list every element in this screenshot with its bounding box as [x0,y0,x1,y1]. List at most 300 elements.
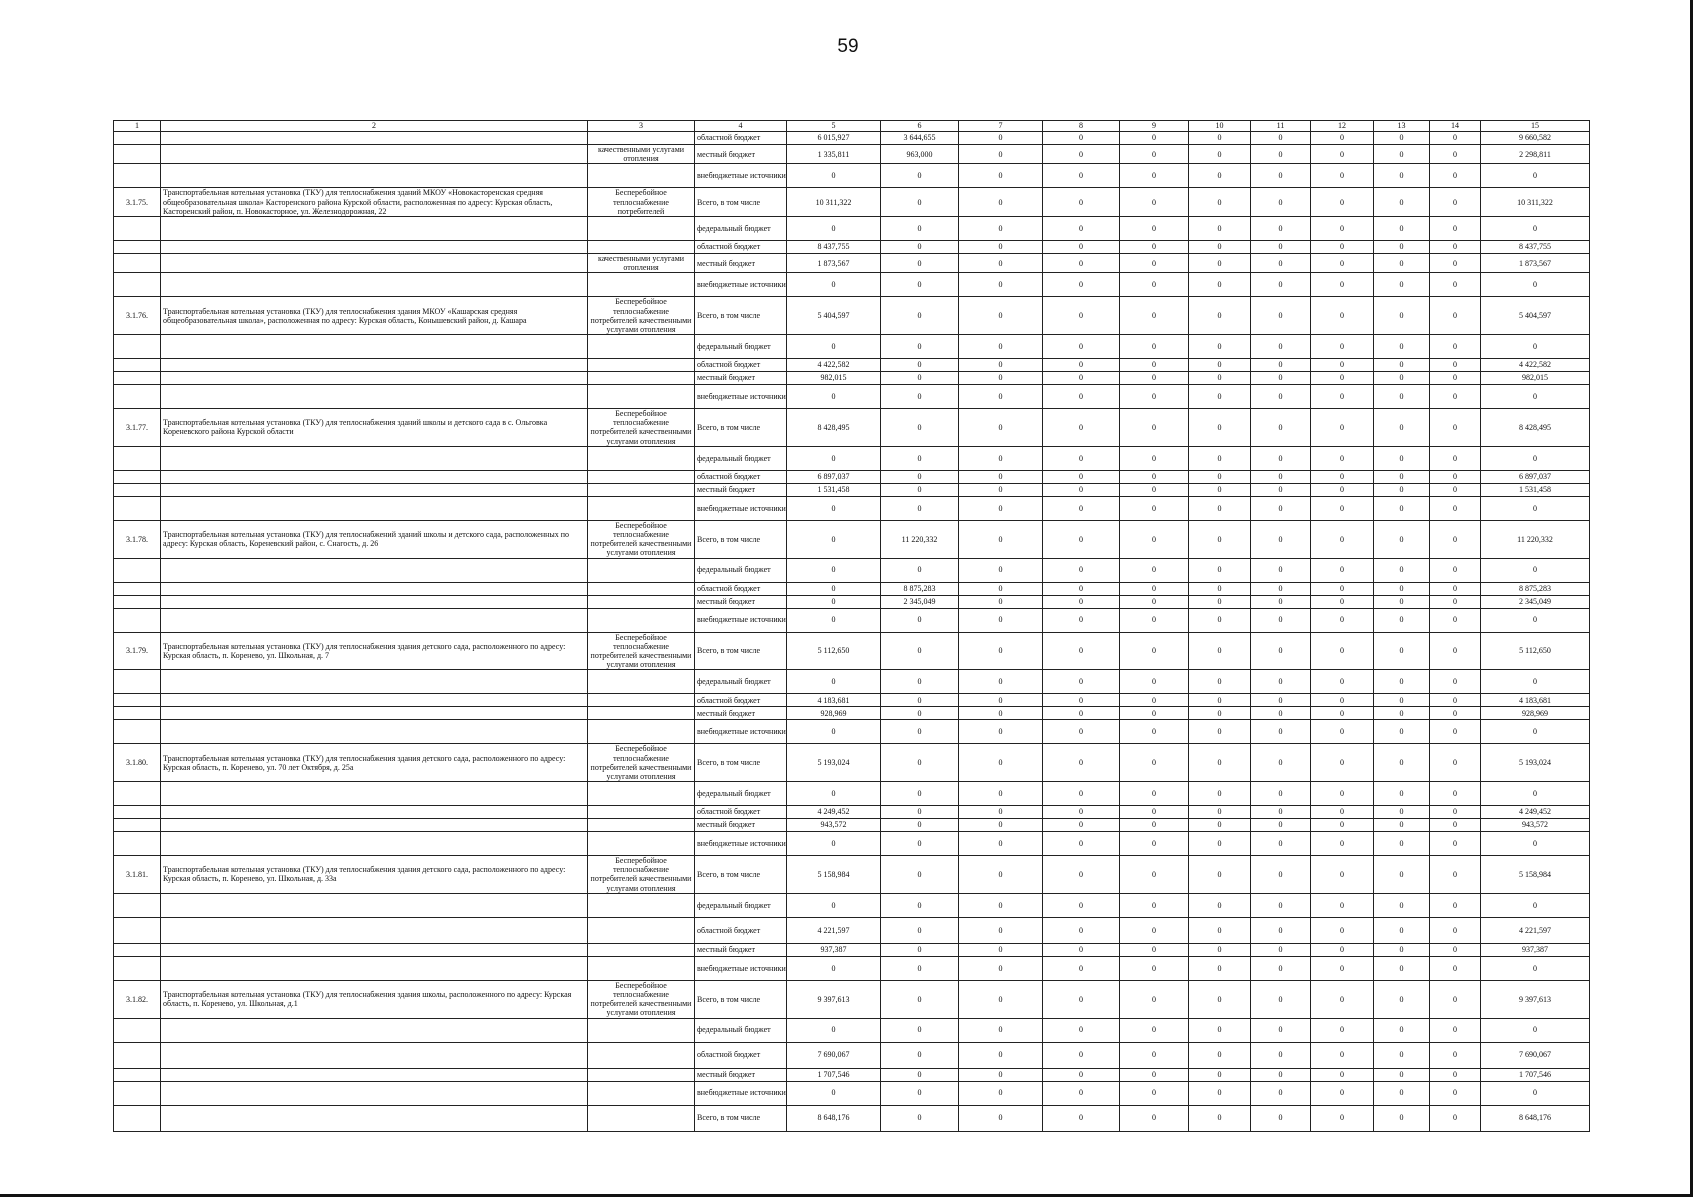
amount-cell: 0 [1189,608,1251,632]
amount-cell: 0 [1189,216,1251,240]
amount-cell: 0 [1251,385,1311,409]
amount-cell: 0 [1374,359,1430,372]
amount-cell: 0 [1120,1068,1189,1081]
item-number-cell: 3.1.78. [114,520,161,558]
amount-cell: 0 [1043,483,1120,496]
amount-cell: 1 335,811 [787,145,881,164]
amount-cell: 0 [1120,694,1189,707]
funding-source-cell: Всего, в том числе [695,188,787,217]
amount-cell: 0 [1374,1105,1430,1131]
amount-cell: 0 [959,385,1043,409]
project-description-cell [161,1068,588,1081]
amount-cell: 0 [1043,145,1120,164]
project-goal-cell: Бесперебойное теплоснабжение потребителей качественными услугами отопления [588,980,695,1018]
table-body [114,121,1590,1132]
amount-cell: 0 [881,1018,959,1042]
item-number-cell [114,145,161,164]
amount-cell: 0 [1481,670,1590,694]
project-description-cell [161,595,588,608]
amount-cell: 0 [1430,1105,1481,1131]
amount-cell: 0 [1481,956,1590,980]
amount-cell: 0 [1311,893,1374,917]
amount-cell: 0 [1311,806,1374,819]
amount-cell: 0 [1251,893,1311,917]
funding-source-cell: федеральный бюджет [695,446,787,470]
amount-cell: 0 [1311,595,1374,608]
amount-cell: 982,015 [1481,372,1590,385]
amount-cell: 0 [1189,164,1251,188]
amount-cell: 0 [881,720,959,744]
item-number-cell [114,707,161,720]
amount-cell: 0 [1374,893,1430,917]
amount-cell: 0 [1043,707,1120,720]
amount-cell: 4 183,681 [1481,694,1590,707]
funding-source-cell: внебюджетные источники [695,832,787,856]
amount-cell: 0 [1043,720,1120,744]
table-row [114,496,1590,520]
item-number-cell [114,372,161,385]
project-goal-cell: Бесперебойное теплоснабжение потребителей качественными услугами отопления [588,856,695,894]
amount-cell: 0 [1043,335,1120,359]
amount-cell: 0 [1043,1081,1120,1105]
item-number-cell [114,720,161,744]
amount-cell: 0 [1043,520,1120,558]
amount-cell: 0 [1430,694,1481,707]
amount-cell: 0 [787,558,881,582]
amount-cell: 0 [1251,819,1311,832]
amount-cell: 0 [881,1042,959,1068]
amount-cell: 0 [1189,744,1251,782]
amount-cell: 1 873,567 [787,253,881,272]
amount-cell: 0 [1311,216,1374,240]
amount-cell: 0 [1481,385,1590,409]
amount-cell: 0 [1120,359,1189,372]
amount-cell: 0 [1251,856,1311,894]
amount-cell: 0 [1043,359,1120,372]
amount-cell: 0 [1120,145,1189,164]
amount-cell: 0 [1430,893,1481,917]
amount-cell: 0 [1251,720,1311,744]
amount-cell: 0 [959,132,1043,145]
amount-cell: 0 [1120,595,1189,608]
item-number-cell [114,893,161,917]
amount-cell: 0 [1430,273,1481,297]
project-goal-cell [588,496,695,520]
amount-cell: 0 [1189,806,1251,819]
amount-cell: 0 [1374,483,1430,496]
column-header: 14 [1430,121,1481,132]
project-goal-cell [588,558,695,582]
amount-cell: 0 [1120,670,1189,694]
amount-cell: 0 [1430,782,1481,806]
item-number-cell [114,582,161,595]
amount-cell: 982,015 [787,372,881,385]
amount-cell: 0 [1189,273,1251,297]
amount-cell: 0 [881,372,959,385]
amount-cell: 0 [1481,446,1590,470]
amount-cell: 0 [959,496,1043,520]
amount-cell: 0 [1189,595,1251,608]
column-header: 11 [1251,121,1311,132]
funding-source-cell: Всего, в том числе [695,1105,787,1131]
amount-cell: 0 [881,216,959,240]
amount-cell: 0 [1311,446,1374,470]
item-number-cell [114,1081,161,1105]
amount-cell: 0 [1120,372,1189,385]
funding-source-cell: областной бюджет [695,240,787,253]
amount-cell: 0 [1430,483,1481,496]
project-description-cell [161,132,588,145]
amount-cell: 0 [1120,832,1189,856]
funding-source-cell: местный бюджет [695,943,787,956]
amount-cell: 0 [959,956,1043,980]
amount-cell: 0 [1311,409,1374,447]
amount-cell: 0 [1189,145,1251,164]
amount-cell: 0 [959,273,1043,297]
amount-cell: 5 193,024 [1481,744,1590,782]
amount-cell: 0 [1120,409,1189,447]
table-row [114,856,1590,894]
amount-cell: 0 [1251,164,1311,188]
funding-source-cell: федеральный бюджет [695,558,787,582]
item-number-cell [114,806,161,819]
amount-cell: 0 [787,335,881,359]
project-goal-cell [588,806,695,819]
table-row [114,520,1590,558]
amount-cell: 0 [1311,1018,1374,1042]
funding-source-cell: внебюджетные источники [695,956,787,980]
amount-cell: 0 [959,608,1043,632]
amount-cell: 0 [787,273,881,297]
amount-cell: 0 [1120,335,1189,359]
table-row [114,956,1590,980]
amount-cell: 0 [1120,273,1189,297]
amount-cell: 0 [1189,1042,1251,1068]
amount-cell: 10 311,322 [787,188,881,217]
amount-cell: 0 [1311,856,1374,894]
amount-cell: 0 [1120,1105,1189,1131]
project-goal-cell [588,164,695,188]
project-goal-cell [588,483,695,496]
item-number-cell [114,608,161,632]
amount-cell: 0 [1120,943,1189,956]
project-description-cell: Транспортабельная котельная установка (ТКУ) для теплоснабжения здания МКОУ «Кашарская средняя общеобразовательная школа», расположенная по адресу: Курская область, Конышевский район, д. Кашара [161,297,588,335]
item-number-cell [114,470,161,483]
amount-cell: 0 [1043,409,1120,447]
amount-cell: 0 [787,782,881,806]
amount-cell: 0 [1043,496,1120,520]
amount-cell: 0 [1481,1081,1590,1105]
amount-cell: 0 [959,359,1043,372]
amount-cell: 0 [1189,359,1251,372]
funding-source-cell: внебюджетные источники [695,1081,787,1105]
item-number-cell [114,956,161,980]
amount-cell: 0 [959,216,1043,240]
amount-cell: 0 [1481,273,1590,297]
amount-cell: 0 [1311,832,1374,856]
amount-cell: 0 [1189,832,1251,856]
amount-cell: 0 [1481,558,1590,582]
amount-cell: 0 [1043,917,1120,943]
amount-cell: 4 221,597 [1481,917,1590,943]
amount-cell: 8 428,495 [787,409,881,447]
item-number-cell [114,483,161,496]
column-header: 10 [1189,121,1251,132]
funding-source-cell: внебюджетные источники [695,385,787,409]
funding-source-cell: федеральный бюджет [695,670,787,694]
amount-cell: 0 [1043,632,1120,670]
item-number-cell [114,253,161,272]
amount-cell: 0 [1481,164,1590,188]
amount-cell: 0 [1251,707,1311,720]
amount-cell: 0 [959,297,1043,335]
amount-cell: 0 [1043,670,1120,694]
project-description-cell: Транспортабельная котельная установка (ТКУ) для теплоснабжения здания детского сада, расположенного по адресу: Курская область, п. Коренево, ул. Школьная, д. 7 [161,632,588,670]
amount-cell: 1 873,567 [1481,253,1590,272]
project-goal-cell: качественными услугами отопления [588,253,695,272]
amount-cell: 0 [1251,1105,1311,1131]
table-row [114,409,1590,447]
amount-cell: 0 [787,582,881,595]
item-number-cell [114,1105,161,1131]
funding-source-cell: внебюджетные источники [695,273,787,297]
column-header: 5 [787,121,881,132]
amount-cell: 0 [881,409,959,447]
amount-cell: 0 [1189,132,1251,145]
table-row [114,893,1590,917]
project-goal-cell [588,335,695,359]
amount-cell: 0 [1374,806,1430,819]
item-number-cell [114,782,161,806]
amount-cell: 0 [1251,335,1311,359]
project-goal-cell [588,372,695,385]
amount-cell: 5 193,024 [787,744,881,782]
table-row [114,707,1590,720]
funding-source-cell: областной бюджет [695,806,787,819]
amount-cell: 937,387 [1481,943,1590,956]
project-description-cell [161,694,588,707]
amount-cell: 0 [1120,297,1189,335]
amount-cell: 5 404,597 [787,297,881,335]
funding-source-cell: Всего, в том числе [695,520,787,558]
table-row [114,359,1590,372]
table-row [114,558,1590,582]
amount-cell: 0 [1481,893,1590,917]
amount-cell: 0 [1311,1068,1374,1081]
amount-cell: 0 [881,956,959,980]
item-number-cell [114,446,161,470]
amount-cell: 0 [1120,782,1189,806]
amount-cell: 0 [1189,1068,1251,1081]
item-number-cell [114,132,161,145]
amount-cell: 1 707,546 [1481,1068,1590,1081]
project-goal-cell [588,782,695,806]
amount-cell: 0 [881,496,959,520]
amount-cell: 0 [1430,595,1481,608]
amount-cell: 0 [1430,132,1481,145]
amount-cell: 0 [1430,1081,1481,1105]
amount-cell: 8 875,283 [1481,582,1590,595]
amount-cell: 0 [1374,632,1430,670]
column-header: 8 [1043,121,1120,132]
amount-cell: 0 [1430,856,1481,894]
project-description-cell [161,1042,588,1068]
amount-cell: 0 [1189,582,1251,595]
amount-cell: 0 [1120,385,1189,409]
table-row [114,1018,1590,1042]
amount-cell: 0 [1430,164,1481,188]
project-goal-cell [588,240,695,253]
amount-cell: 0 [787,496,881,520]
amount-cell: 0 [1189,470,1251,483]
amount-cell: 0 [1374,670,1430,694]
amount-cell: 0 [1043,273,1120,297]
amount-cell: 0 [1374,496,1430,520]
amount-cell: 0 [1120,707,1189,720]
amount-cell: 0 [1311,744,1374,782]
funding-source-cell: областной бюджет [695,582,787,595]
amount-cell: 0 [1251,806,1311,819]
amount-cell: 0 [787,1018,881,1042]
amount-cell: 0 [1374,832,1430,856]
amount-cell: 0 [881,782,959,806]
amount-cell: 0 [1481,216,1590,240]
amount-cell: 0 [1043,893,1120,917]
budget-table [113,120,1590,1132]
amount-cell: 0 [1311,720,1374,744]
project-goal-cell [588,1042,695,1068]
amount-cell: 0 [1311,782,1374,806]
amount-cell: 0 [1374,694,1430,707]
amount-cell: 0 [881,385,959,409]
amount-cell: 0 [881,819,959,832]
amount-cell: 0 [881,1081,959,1105]
amount-cell: 6 897,037 [1481,470,1590,483]
project-goal-cell: Бесперебойное теплоснабжение потребителей качественными услугами отопления [588,520,695,558]
amount-cell: 0 [881,470,959,483]
funding-source-cell: областной бюджет [695,694,787,707]
table-row [114,806,1590,819]
amount-cell: 0 [1311,943,1374,956]
project-goal-cell [588,670,695,694]
amount-cell: 0 [881,632,959,670]
amount-cell: 0 [787,1081,881,1105]
amount-cell: 0 [1251,744,1311,782]
amount-cell: 0 [1374,1018,1430,1042]
table-row [114,832,1590,856]
project-description-cell [161,216,588,240]
amount-cell: 0 [1374,132,1430,145]
item-number-cell [114,240,161,253]
amount-cell: 0 [1311,608,1374,632]
amount-cell: 0 [1043,385,1120,409]
project-description-cell [161,483,588,496]
amount-cell: 0 [1374,335,1430,359]
project-goal-cell [588,446,695,470]
project-description-cell [161,1018,588,1042]
project-description-cell [161,917,588,943]
amount-cell: 0 [1251,132,1311,145]
amount-cell: 0 [1430,819,1481,832]
funding-source-cell: местный бюджет [695,253,787,272]
amount-cell: 0 [959,806,1043,819]
item-number-cell: 3.1.80. [114,744,161,782]
amount-cell: 0 [881,670,959,694]
table-row [114,132,1590,145]
project-description-cell: Транспортабельная котельная установка (ТКУ) для теплоснабжений зданий школы и детского сада, расположенных по адресу: Курская область, Кореневский район, с. Снагость, д. 26 [161,520,588,558]
amount-cell: 0 [1311,253,1374,272]
funding-source-cell: внебюджетные источники [695,164,787,188]
amount-cell: 0 [1374,1068,1430,1081]
amount-cell: 0 [1311,632,1374,670]
project-goal-cell [588,132,695,145]
amount-cell: 0 [1374,582,1430,595]
amount-cell: 0 [1189,980,1251,1018]
project-description-cell [161,470,588,483]
amount-cell: 0 [1430,707,1481,720]
funding-source-cell: Всего, в том числе [695,409,787,447]
amount-cell: 4 422,582 [787,359,881,372]
item-number-cell: 3.1.82. [114,980,161,1018]
funding-source-cell: Всего, в том числе [695,980,787,1018]
table-row [114,335,1590,359]
project-goal-cell [588,720,695,744]
amount-cell: 0 [1189,409,1251,447]
amount-cell: 0 [1251,359,1311,372]
funding-source-cell: внебюджетные источники [695,496,787,520]
table-row [114,1081,1590,1105]
amount-cell: 0 [1120,216,1189,240]
amount-cell: 0 [1043,372,1120,385]
amount-cell: 0 [1374,372,1430,385]
project-description-cell [161,1105,588,1131]
amount-cell: 0 [1251,470,1311,483]
amount-cell: 0 [1374,385,1430,409]
amount-cell: 0 [1251,409,1311,447]
amount-cell: 0 [1189,496,1251,520]
amount-cell: 0 [1481,832,1590,856]
project-description-cell [161,335,588,359]
funding-source-cell: местный бюджет [695,819,787,832]
amount-cell: 0 [1251,372,1311,385]
table-row [114,980,1590,1018]
item-number-cell [114,595,161,608]
amount-cell: 0 [1189,240,1251,253]
amount-cell: 4 249,452 [1481,806,1590,819]
amount-cell: 0 [1430,1068,1481,1081]
project-description-cell [161,359,588,372]
amount-cell: 6 897,037 [787,470,881,483]
column-header: 7 [959,121,1043,132]
amount-cell: 0 [1120,240,1189,253]
project-goal-cell [588,273,695,297]
amount-cell: 0 [1251,240,1311,253]
project-goal-cell: Бесперебойное теплоснабжение потребителей качественными услугами отопления [588,297,695,335]
funding-source-cell: Всего, в том числе [695,856,787,894]
amount-cell: 0 [1430,446,1481,470]
project-goal-cell [588,819,695,832]
amount-cell: 0 [1430,359,1481,372]
amount-cell: 0 [1311,917,1374,943]
amount-cell: 0 [1043,943,1120,956]
project-goal-cell [588,359,695,372]
amount-cell: 0 [787,893,881,917]
project-description-cell [161,496,588,520]
amount-cell: 0 [1043,980,1120,1018]
table-row [114,819,1590,832]
amount-cell: 0 [787,608,881,632]
project-goal-cell: Бесперебойное теплоснабжение потребителей [588,188,695,217]
